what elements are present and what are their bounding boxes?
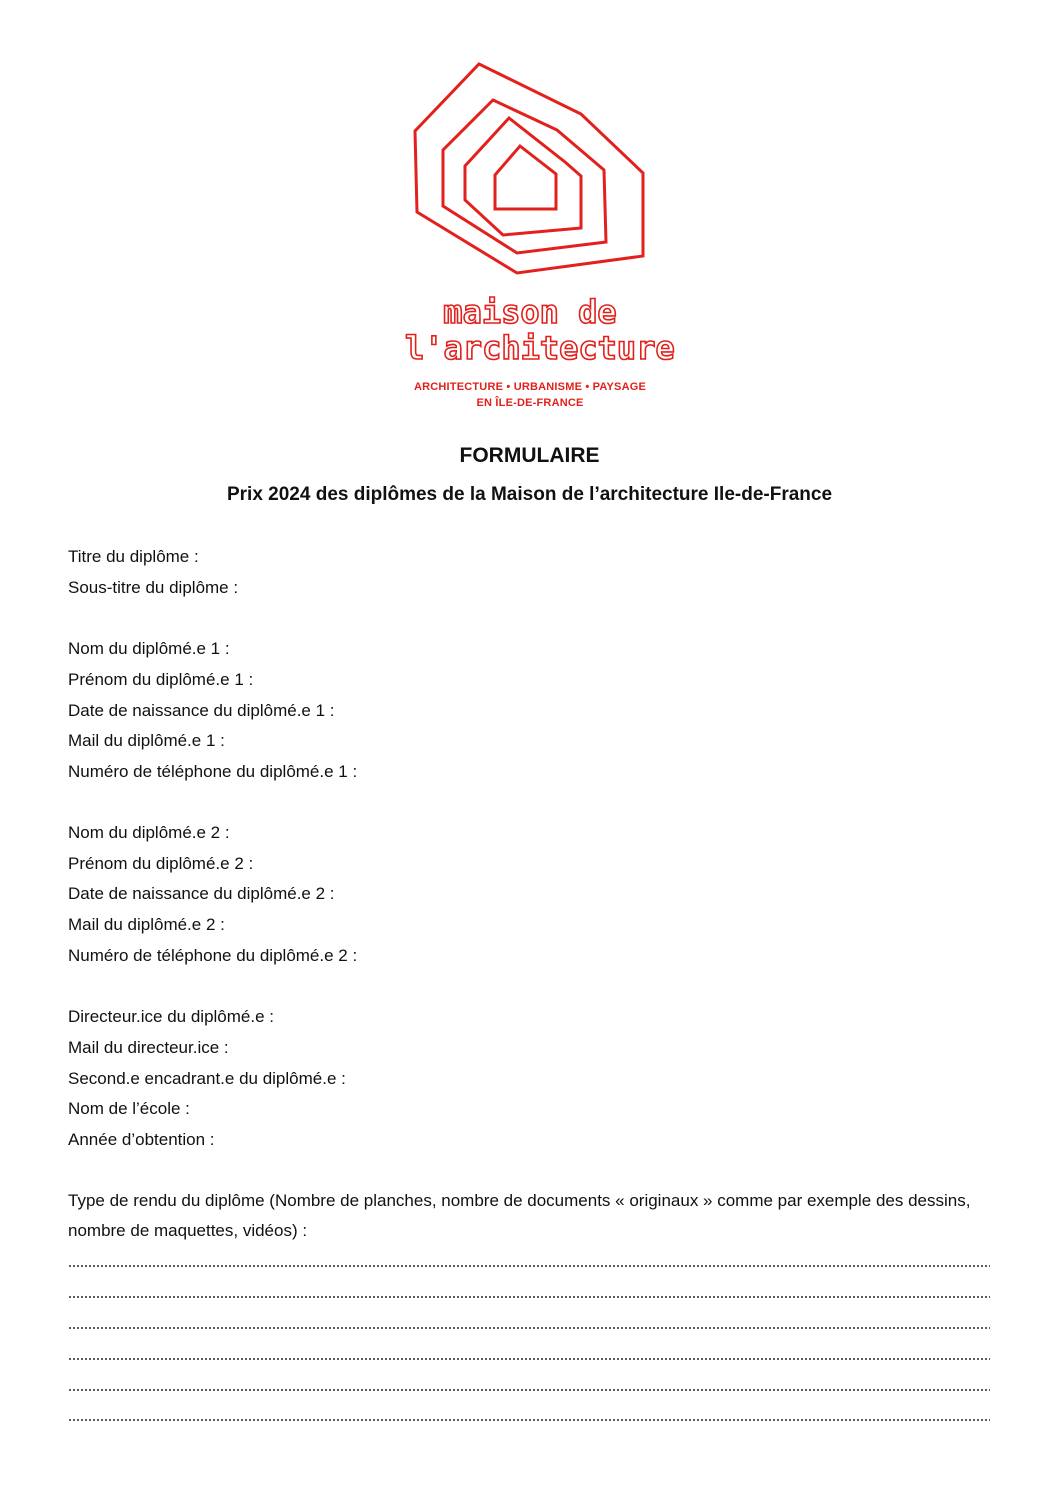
field-label-annee: Année d’obtention : bbox=[68, 1130, 215, 1149]
house-contour-logo-icon bbox=[405, 60, 655, 285]
answer-line[interactable] bbox=[68, 1389, 990, 1391]
field-label-prenom-1: Prénom du diplômé.e 1 : bbox=[68, 670, 254, 689]
answer-line[interactable] bbox=[68, 1265, 990, 1267]
logo-tagline-line2: EN ÎLE-DE-FRANCE bbox=[476, 397, 584, 409]
field-label-mail-1: Mail du diplômé.e 1 : bbox=[68, 731, 225, 750]
field-label-nom-2: Nom du diplômé.e 2 : bbox=[68, 823, 230, 842]
field-label-telephone-1: Numéro de téléphone du diplômé.e 1 : bbox=[68, 762, 358, 781]
answer-line[interactable] bbox=[68, 1327, 990, 1329]
field-label-telephone-2: Numéro de téléphone du diplômé.e 2 : bbox=[68, 946, 358, 965]
logo-wordmark-line2: l'architecture bbox=[405, 329, 675, 367]
field-label-directeur: Directeur.ice du diplômé.e : bbox=[68, 1007, 274, 1026]
field-label-naissance-2: Date de naissance du diplômé.e 2 : bbox=[68, 884, 335, 903]
logo-wordmark-line1: maison de bbox=[443, 293, 617, 331]
answer-line[interactable] bbox=[68, 1358, 990, 1360]
answer-line[interactable] bbox=[68, 1419, 990, 1421]
field-label-mail-directeur: Mail du directeur.ice : bbox=[68, 1038, 229, 1057]
field-label-sous-titre: Sous-titre du diplôme : bbox=[68, 578, 239, 597]
field-label-prenom-2: Prénom du diplômé.e 2 : bbox=[68, 854, 254, 873]
page-subtitle: Prix 2024 des diplômes de la Maison de l’architecture Ile-de-France bbox=[226, 484, 833, 505]
rendu-question: Type de rendu du diplôme (Nombre de planches, nombre de documents « originaux » comme par exemple des dessins, nombre de maquettes, vidéos) : bbox=[68, 1191, 971, 1240]
answer-line[interactable] bbox=[68, 1296, 990, 1298]
field-label-second-encadrant: Second.e encadrant.e du diplômé.e : bbox=[68, 1069, 346, 1088]
page-title: FORMULAIRE bbox=[459, 444, 600, 467]
field-label-nom-1: Nom du diplômé.e 1 : bbox=[68, 639, 230, 658]
field-label-mail-2: Mail du diplômé.e 2 : bbox=[68, 915, 225, 934]
logo-tagline-line1: ARCHITECTURE • URBANISME • PAYSAGE bbox=[413, 381, 647, 393]
field-label-ecole: Nom de l’école : bbox=[68, 1099, 190, 1118]
field-label-titre: Titre du diplôme : bbox=[68, 547, 199, 566]
field-label-naissance-1: Date de naissance du diplômé.e 1 : bbox=[68, 701, 335, 720]
